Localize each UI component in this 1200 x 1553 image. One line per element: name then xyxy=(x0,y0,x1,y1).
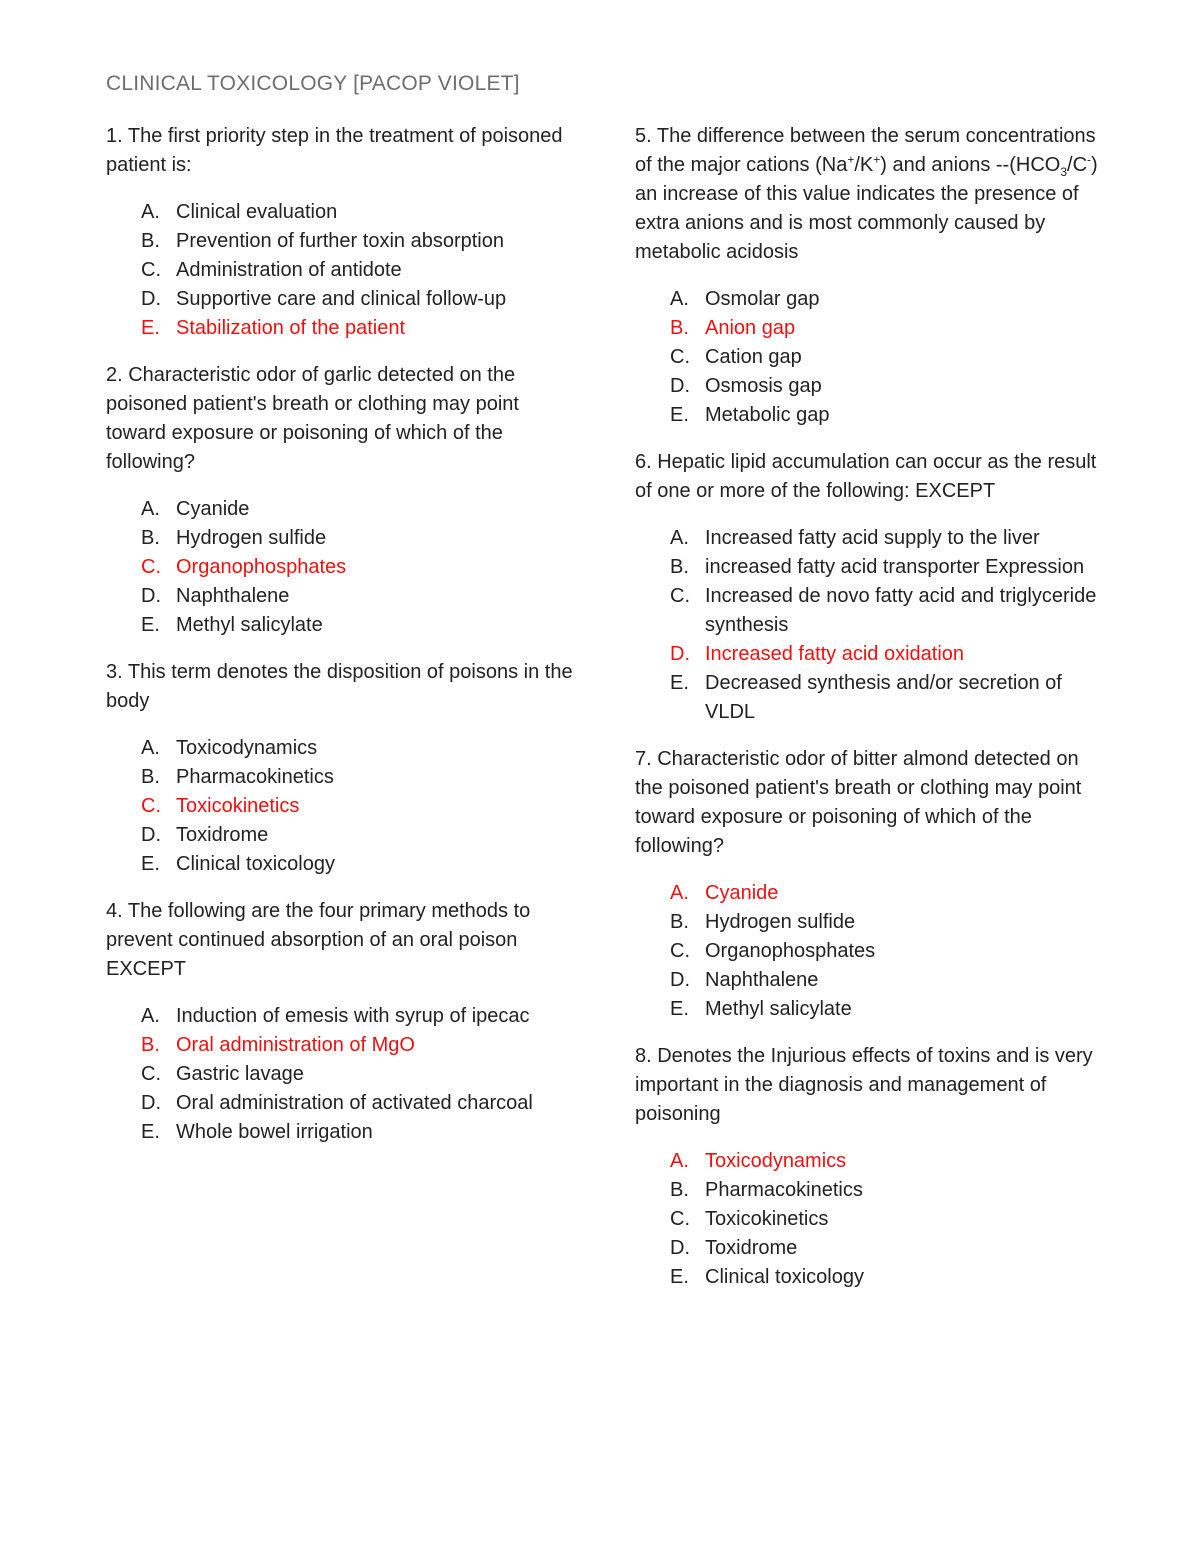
option-d xyxy=(670,966,1105,995)
option-letter: C. xyxy=(141,1063,161,1085)
option-letter: D. xyxy=(670,1237,690,1259)
option-text: Toxicokinetics xyxy=(705,1208,829,1230)
option-letter: C. xyxy=(670,940,690,962)
option-text: Hydrogen sulfide xyxy=(705,911,856,933)
option-letter: E. xyxy=(141,853,160,875)
option-list xyxy=(635,285,1105,430)
option-text: Oral administration of activated charcoal xyxy=(176,1092,533,1114)
option-a xyxy=(670,285,1105,314)
option-letter: D. xyxy=(670,643,690,665)
option-text: Clinical toxicology xyxy=(705,1266,864,1288)
option-e xyxy=(670,1263,1105,1292)
option-text: Toxicodynamics xyxy=(705,1150,847,1172)
option-letter: B. xyxy=(670,556,689,578)
superscript-minus: - xyxy=(1087,152,1092,167)
option-list xyxy=(106,734,576,879)
option-text: Pharmacokinetics xyxy=(705,1179,863,1201)
question-text-part: /K xyxy=(854,154,874,176)
option-a xyxy=(141,734,576,763)
option-letter: E. xyxy=(141,317,160,339)
question-4 xyxy=(106,897,576,1147)
option-text: Methyl salicylate xyxy=(176,614,323,636)
option-list xyxy=(635,1147,1105,1292)
option-e xyxy=(141,1118,576,1147)
option-d xyxy=(670,372,1105,401)
option-text: Naphthalene xyxy=(705,969,819,991)
option-letter: A. xyxy=(670,882,689,904)
option-a xyxy=(141,1002,576,1031)
question-text: 7. Characteristic odor of bitter almond detected on the poisoned patient's breath or clothing may point toward exposure or poisoning of which of the following? xyxy=(635,748,1082,857)
option-letter: C. xyxy=(670,1208,690,1230)
question-text-part: 5. The difference between the serum concentrations of the major cations (Na xyxy=(635,125,1096,176)
option-a xyxy=(670,524,1105,553)
subscript-three: 3 xyxy=(1060,165,1068,179)
option-letter: D. xyxy=(670,375,690,397)
option-c xyxy=(141,1060,576,1089)
question-text: 3. This term denotes the disposition of poisons in the body xyxy=(106,661,573,712)
option-letter: E. xyxy=(141,1121,160,1143)
option-text: Supportive care and clinical follow-up xyxy=(176,288,507,310)
option-b xyxy=(141,524,576,553)
option-letter: C. xyxy=(670,346,690,368)
option-d xyxy=(141,582,576,611)
option-text: Stabilization of the patient xyxy=(176,317,406,339)
option-d xyxy=(141,821,576,850)
option-letter: B. xyxy=(670,317,689,339)
option-text: Toxicokinetics xyxy=(176,795,300,817)
option-text: Organophosphates xyxy=(176,556,347,578)
option-text: Cation gap xyxy=(705,346,802,368)
option-c xyxy=(670,1205,1105,1234)
question-5 xyxy=(635,122,1105,430)
option-text: Oral administration of MgO xyxy=(176,1034,415,1056)
option-letter: B. xyxy=(141,230,160,252)
option-letter: E. xyxy=(670,1266,689,1288)
option-a xyxy=(670,1147,1105,1176)
option-text: increased fatty acid transporter Expression xyxy=(705,556,1085,578)
superscript-plus: + xyxy=(847,152,855,167)
question-7 xyxy=(635,745,1105,1024)
question-8 xyxy=(635,1042,1105,1292)
option-list xyxy=(635,879,1105,1024)
option-b xyxy=(670,553,1105,582)
option-text: Whole bowel irrigation xyxy=(176,1121,373,1143)
option-letter: C. xyxy=(141,556,161,578)
option-letter: D. xyxy=(141,288,161,310)
option-c xyxy=(141,256,576,285)
option-text: Hydrogen sulfide xyxy=(176,527,327,549)
option-text: Anion gap xyxy=(705,317,796,339)
option-d xyxy=(141,1089,576,1118)
option-letter: B. xyxy=(670,911,689,933)
option-c xyxy=(141,553,576,582)
question-text: 6. Hepatic lipid accumulation can occur as the result of one or more of the following: EXCEPT xyxy=(635,451,1097,502)
option-text: Increased de novo fatty acid and triglyceride synthesis xyxy=(705,585,1097,636)
option-text: Pharmacokinetics xyxy=(176,766,334,788)
option-e xyxy=(141,611,576,640)
option-letter: C. xyxy=(141,259,161,281)
option-e xyxy=(670,995,1105,1024)
option-text: Clinical evaluation xyxy=(176,201,338,223)
option-d xyxy=(670,640,1105,669)
option-text: Organophosphates xyxy=(705,940,876,962)
option-list xyxy=(106,198,576,343)
option-letter: E. xyxy=(670,998,689,1020)
option-e xyxy=(141,314,576,343)
option-text: Cyanide xyxy=(705,882,779,904)
option-d xyxy=(141,285,576,314)
option-letter: A. xyxy=(141,1005,160,1027)
option-letter: D. xyxy=(141,585,161,607)
option-text: Toxicodynamics xyxy=(176,737,318,759)
option-text: Administration of antidote xyxy=(176,259,402,281)
option-text: Gastric lavage xyxy=(176,1063,304,1085)
question-3 xyxy=(106,658,576,879)
option-a xyxy=(141,198,576,227)
option-c xyxy=(141,792,576,821)
superscript-plus: + xyxy=(873,152,881,167)
option-e xyxy=(670,669,1105,727)
option-text: Osmolar gap xyxy=(705,288,820,310)
option-e xyxy=(141,850,576,879)
question-text: 2. Characteristic odor of garlic detected on the poisoned patient's breath or clothing may point toward exposure or poisoning of which of the following? xyxy=(106,364,519,473)
option-text: Cyanide xyxy=(176,498,250,520)
option-letter: E. xyxy=(670,672,689,694)
option-letter: C. xyxy=(670,585,690,607)
option-letter: D. xyxy=(141,1092,161,1114)
right-column xyxy=(635,122,1105,1310)
option-letter: A. xyxy=(670,288,689,310)
question-text: 8. Denotes the Injurious effects of toxins and is very important in the diagnosis and management of poisoning xyxy=(635,1045,1093,1125)
option-text: Decreased synthesis and/or secretion of VLDL xyxy=(705,672,1062,723)
option-text: Methyl salicylate xyxy=(705,998,852,1020)
option-text: Increased fatty acid supply to the liver xyxy=(705,527,1040,549)
option-letter: E. xyxy=(141,614,160,636)
question-1 xyxy=(106,122,576,343)
option-c xyxy=(670,937,1105,966)
option-letter: B. xyxy=(141,1034,160,1056)
option-list xyxy=(106,1002,576,1147)
option-text: Metabolic gap xyxy=(705,404,830,426)
option-letter: E. xyxy=(670,404,689,426)
option-letter: C. xyxy=(141,795,161,817)
option-letter: B. xyxy=(141,527,160,549)
option-b xyxy=(670,908,1105,937)
option-text: Osmosis gap xyxy=(705,375,822,397)
option-letter: B. xyxy=(141,766,160,788)
question-text-part: /C xyxy=(1067,154,1088,176)
question-text-part: ) an increase of this value indicates the presence of extra anions and is most commonly caused by metabolic acidosis xyxy=(635,154,1098,263)
option-text: Naphthalene xyxy=(176,585,290,607)
question-text-part: ) and anions --(HCO xyxy=(880,154,1061,176)
option-text: Toxidrome xyxy=(705,1237,798,1259)
option-letter: D. xyxy=(141,824,161,846)
option-b xyxy=(141,763,576,792)
option-c xyxy=(670,582,1105,640)
option-letter: B. xyxy=(670,1179,689,1201)
option-text: Prevention of further toxin absorption xyxy=(176,230,504,252)
option-letter: A. xyxy=(141,737,160,759)
option-letter: A. xyxy=(670,1150,689,1172)
option-text: Induction of emesis with syrup of ipecac xyxy=(176,1005,530,1027)
option-letter: A. xyxy=(141,201,160,223)
option-a xyxy=(141,495,576,524)
question-text xyxy=(635,122,1105,267)
question-2 xyxy=(106,361,576,640)
option-b xyxy=(141,1031,576,1060)
left-column xyxy=(106,122,576,1165)
option-list xyxy=(635,524,1105,727)
option-d xyxy=(670,1234,1105,1263)
question-text: 4. The following are the four primary methods to prevent continued absorption of an oral poison EXCEPT xyxy=(106,900,531,980)
option-text: Increased fatty acid oxidation xyxy=(705,643,965,665)
option-b xyxy=(670,314,1105,343)
option-list xyxy=(106,495,576,640)
option-letter: D. xyxy=(670,969,690,991)
option-b xyxy=(670,1176,1105,1205)
question-6 xyxy=(635,448,1105,727)
option-a xyxy=(670,879,1105,908)
question-text: 1. The first priority step in the treatment of poisoned patient is: xyxy=(106,125,563,176)
option-text: Clinical toxicology xyxy=(176,853,335,875)
option-letter: A. xyxy=(141,498,160,520)
document-title: CLINICAL TOXICOLOGY [PACOP VIOLET] xyxy=(106,72,520,95)
option-letter: A. xyxy=(670,527,689,549)
option-e xyxy=(670,401,1105,430)
option-text: Toxidrome xyxy=(176,824,269,846)
option-c xyxy=(670,343,1105,372)
option-b xyxy=(141,227,576,256)
